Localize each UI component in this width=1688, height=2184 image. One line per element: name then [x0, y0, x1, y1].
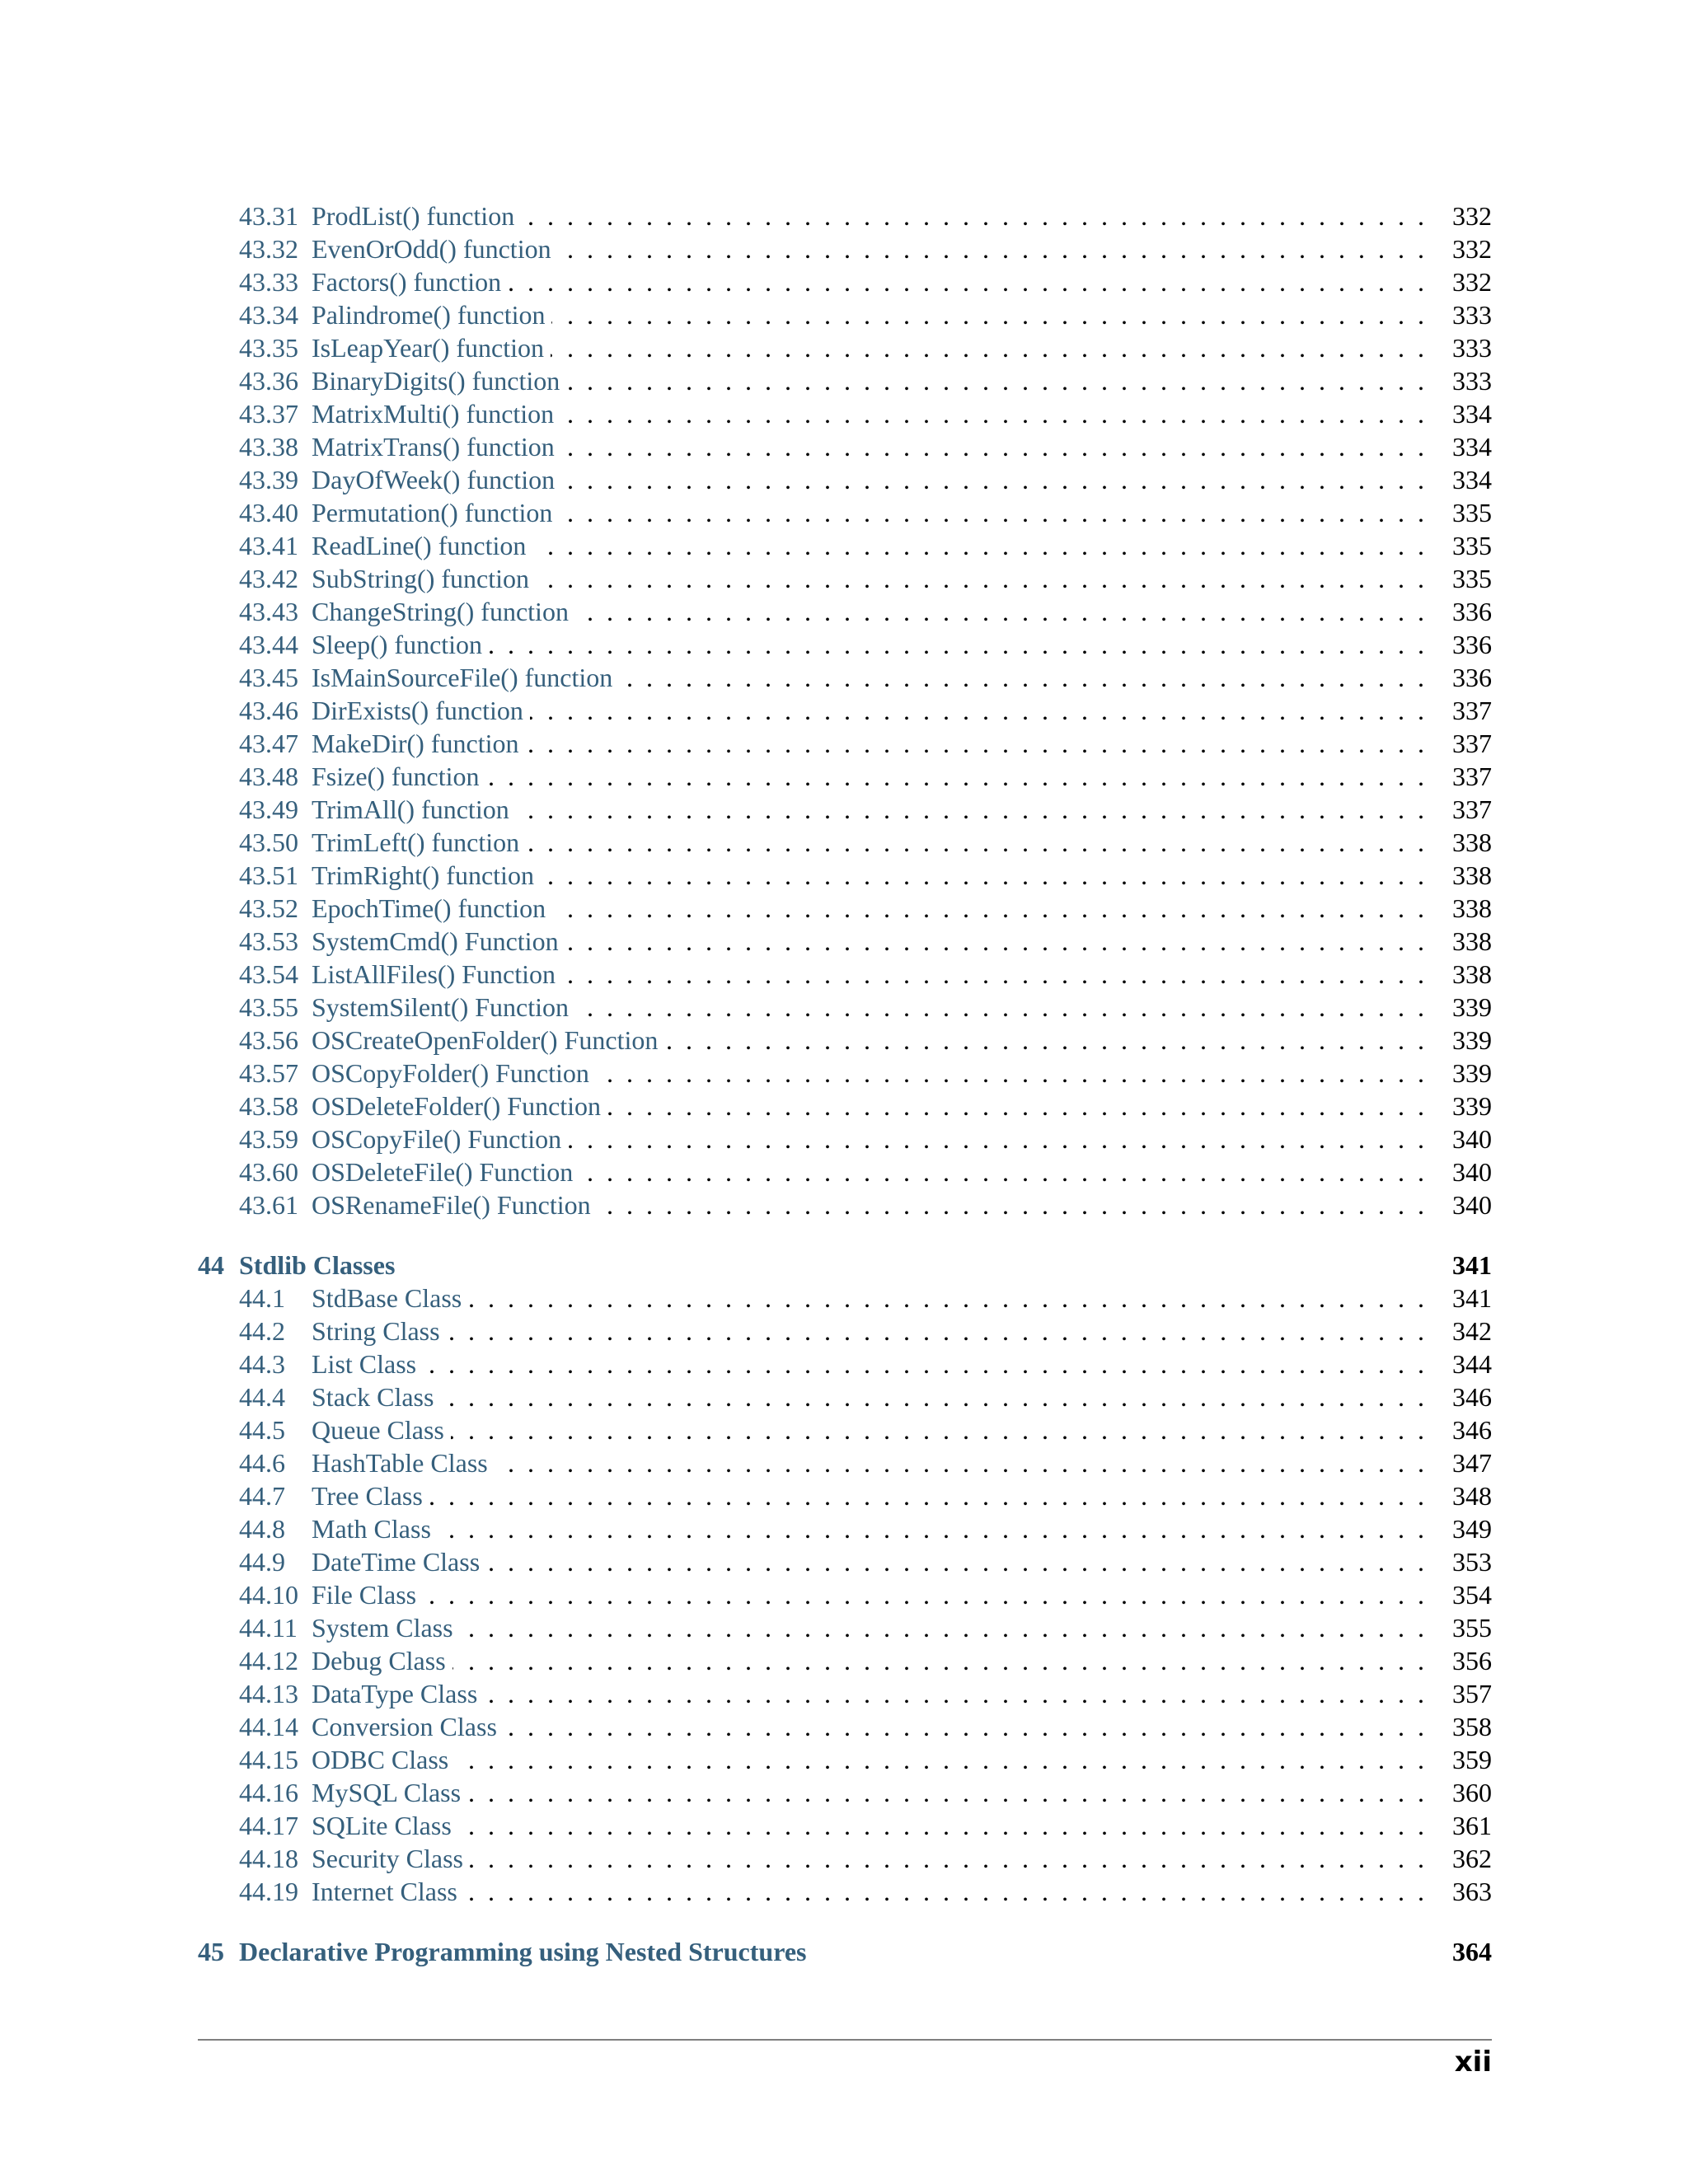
- dot-leader: [468, 1282, 1424, 1315]
- dot-leader: [423, 1347, 1424, 1380]
- entry-title: DataType Class: [312, 1679, 478, 1708]
- entry-title: EpochTime() function: [312, 893, 546, 923]
- entry-title: TrimRight() function: [312, 860, 534, 890]
- toc-entry[interactable]: [198, 1578, 1492, 1611]
- dot-leader: [561, 430, 1424, 463]
- toc-entry[interactable]: [198, 1611, 1492, 1644]
- dot-leader: [423, 1578, 1424, 1611]
- entry-page-number: 332: [1452, 234, 1492, 264]
- entry-number: 43.34: [239, 300, 298, 330]
- dot-leader: [458, 1809, 1424, 1842]
- entry-page-number: 360: [1452, 1778, 1492, 1807]
- entry-number: 43.57: [239, 1058, 298, 1088]
- dot-leader: [541, 859, 1424, 892]
- dot-leader: [467, 1776, 1424, 1809]
- toc-entry[interactable]: [198, 199, 1492, 232]
- entry-number: 44.9: [239, 1547, 285, 1577]
- entry-page-number: 336: [1452, 663, 1492, 692]
- entry-page-number: 337: [1452, 794, 1492, 824]
- dot-leader: [568, 1122, 1424, 1155]
- entry-title: DirExists() function: [312, 696, 523, 725]
- dot-leader: [551, 298, 1424, 331]
- entry-title: DayOfWeek() function: [312, 465, 556, 494]
- entry-number: 43.43: [239, 597, 298, 626]
- entry-page-number: 337: [1452, 729, 1492, 758]
- entry-page-number: 334: [1452, 432, 1492, 462]
- entry-title: Debug Class: [312, 1646, 446, 1675]
- entry-number: 44.8: [239, 1514, 285, 1544]
- entry-page-number: 346: [1452, 1415, 1492, 1445]
- entry-page-number: 334: [1452, 399, 1492, 429]
- entry-title: OSCopyFile() Function: [312, 1124, 562, 1154]
- chapter-page-number: 364: [1452, 1937, 1492, 1966]
- dot-leader: [532, 529, 1424, 562]
- section-list-43: [198, 199, 1492, 1221]
- dot-leader: [460, 1611, 1424, 1644]
- dot-leader: [598, 1188, 1424, 1221]
- entry-page-number: 354: [1452, 1580, 1492, 1610]
- entry-page-number: 338: [1452, 893, 1492, 923]
- entry-title: OSCreateOpenFolder() Function: [312, 1025, 659, 1055]
- entry-title: SystemSilent() Function: [312, 992, 569, 1022]
- entry-number: 43.48: [239, 762, 298, 791]
- toc-entry[interactable]: [198, 859, 1492, 892]
- entry-title: List Class: [312, 1349, 417, 1379]
- entry-title: ProdList() function: [312, 201, 515, 231]
- toc-entry[interactable]: [198, 1743, 1492, 1776]
- entry-title: OSCopyFolder() Function: [312, 1058, 589, 1088]
- page-folio: xii: [1454, 2046, 1492, 2079]
- entry-page-number: 339: [1452, 992, 1492, 1022]
- entry-page-number: 340: [1452, 1124, 1492, 1154]
- entry-title: IsMainSourceFile() function: [312, 663, 613, 692]
- entry-number: 44.10: [239, 1580, 298, 1610]
- toc-entry[interactable]: [198, 628, 1492, 661]
- entry-number: 44.17: [239, 1811, 298, 1840]
- dot-leader: [470, 1842, 1424, 1875]
- toc-entry[interactable]: [198, 463, 1492, 496]
- entry-number: 43.42: [239, 564, 298, 593]
- entry-number: 43.55: [239, 992, 298, 1022]
- entry-page-number: 349: [1452, 1514, 1492, 1544]
- entry-title: Tree Class: [312, 1481, 423, 1511]
- dot-leader: [455, 1743, 1424, 1776]
- dot-leader: [521, 199, 1424, 232]
- entry-number: 43.37: [239, 399, 298, 429]
- toc-entry[interactable]: [198, 529, 1492, 562]
- entry-number: 43.60: [239, 1157, 298, 1187]
- dot-leader: [579, 1155, 1424, 1188]
- toc-entry[interactable]: [198, 1512, 1492, 1545]
- entry-number: 43.44: [239, 630, 298, 659]
- entry-page-number: 347: [1452, 1448, 1492, 1478]
- entry-page-number: 340: [1452, 1190, 1492, 1220]
- dot-leader: [516, 793, 1424, 826]
- toc-entry[interactable]: [198, 1809, 1492, 1842]
- section-list-44: [198, 1282, 1492, 1908]
- toc-entry[interactable]: [198, 1710, 1492, 1743]
- entry-number: 43.54: [239, 959, 298, 989]
- dot-leader: [565, 925, 1424, 958]
- dot-leader: [508, 265, 1424, 298]
- entry-title: Math Class: [312, 1514, 431, 1544]
- toc-chapter-45[interactable]: [198, 1935, 1492, 1968]
- entry-page-number: 361: [1452, 1811, 1492, 1840]
- entry-number: 43.31: [239, 201, 298, 231]
- entry-title: BinaryDigits() function: [312, 366, 560, 396]
- toc-entry[interactable]: [198, 1315, 1492, 1347]
- entry-title: Sleep() function: [312, 630, 483, 659]
- toc-entry[interactable]: [198, 661, 1492, 694]
- entry-number: 43.32: [239, 234, 298, 264]
- dot-leader: [559, 496, 1424, 529]
- entry-number: 43.46: [239, 696, 298, 725]
- entry-number: 43.47: [239, 729, 298, 758]
- entry-title: Security Class: [312, 1844, 463, 1873]
- toc-entry[interactable]: [198, 958, 1492, 991]
- toc-entry[interactable]: [198, 826, 1492, 859]
- toc-entry[interactable]: [198, 694, 1492, 727]
- toc-entry[interactable]: [198, 1057, 1492, 1090]
- entry-title: SubString() function: [312, 564, 529, 593]
- dot-leader: [536, 562, 1424, 595]
- dot-leader: [440, 1380, 1424, 1413]
- entry-title: DateTime Class: [312, 1547, 481, 1577]
- entry-title: OSRenameFile() Function: [312, 1190, 591, 1220]
- entry-title: TrimAll() function: [312, 794, 509, 824]
- entry-title: SQLite Class: [312, 1811, 452, 1840]
- entry-page-number: 339: [1452, 1025, 1492, 1055]
- dot-leader: [447, 1315, 1424, 1347]
- entry-title: File Class: [312, 1580, 417, 1610]
- entry-page-number: 353: [1452, 1547, 1492, 1577]
- entry-title: Fsize() function: [312, 762, 480, 791]
- entry-page-number: 344: [1452, 1349, 1492, 1379]
- entry-number: 43.40: [239, 498, 298, 527]
- entry-page-number: 362: [1452, 1844, 1492, 1873]
- entry-title: SystemCmd() Function: [312, 926, 559, 956]
- toc-entry[interactable]: [198, 892, 1492, 925]
- entry-number: 43.58: [239, 1091, 298, 1121]
- entry-page-number: 338: [1452, 926, 1492, 956]
- entry-page-number: 336: [1452, 630, 1492, 659]
- entry-page-number: 335: [1452, 531, 1492, 560]
- chapter-title: Declarative Programming using Nested Structures: [239, 1937, 807, 1966]
- entry-number: 43.35: [239, 333, 298, 363]
- dot-leader: [495, 1446, 1424, 1479]
- toc-entry[interactable]: [198, 1677, 1492, 1710]
- dot-leader: [486, 760, 1425, 793]
- dot-leader: [558, 232, 1424, 265]
- entry-page-number: 334: [1452, 465, 1492, 494]
- entry-number: 44.15: [239, 1745, 298, 1774]
- dot-leader: [438, 1512, 1424, 1545]
- toc-entry[interactable]: [198, 496, 1492, 529]
- entry-number: 43.45: [239, 663, 298, 692]
- dot-leader: [561, 463, 1424, 496]
- entry-title: StdBase Class: [312, 1283, 462, 1313]
- dot-leader: [575, 595, 1424, 628]
- entry-page-number: 332: [1452, 267, 1492, 297]
- dot-leader: [429, 1479, 1424, 1512]
- dot-leader: [562, 958, 1424, 991]
- entry-number: 43.53: [239, 926, 298, 956]
- entry-page-number: 336: [1452, 597, 1492, 626]
- toc-entry[interactable]: [198, 298, 1492, 331]
- toc-entry[interactable]: [198, 1545, 1492, 1578]
- dot-leader: [530, 694, 1424, 727]
- entry-number: 44.3: [239, 1349, 285, 1379]
- toc-entry[interactable]: [198, 1644, 1492, 1677]
- dot-leader: [560, 397, 1424, 430]
- entry-title: String Class: [312, 1316, 440, 1346]
- dot-leader: [526, 826, 1424, 859]
- dot-leader: [619, 661, 1424, 694]
- toc-entry[interactable]: [198, 1188, 1492, 1221]
- entry-number: 44.4: [239, 1382, 285, 1412]
- entry-number: 44.1: [239, 1283, 285, 1313]
- entry-page-number: 337: [1452, 696, 1492, 725]
- entry-number: 44.14: [239, 1712, 298, 1741]
- toc-entry[interactable]: [198, 595, 1492, 628]
- entry-page-number: 333: [1452, 366, 1492, 396]
- entry-number: 43.51: [239, 860, 298, 890]
- entry-number: 44.13: [239, 1679, 298, 1708]
- entry-page-number: 346: [1452, 1382, 1492, 1412]
- entry-title: System Class: [312, 1613, 453, 1643]
- dot-leader: [484, 1677, 1424, 1710]
- toc-entry[interactable]: [198, 1380, 1492, 1413]
- entry-title: ODBC Class: [312, 1745, 449, 1774]
- toc-entry[interactable]: [198, 397, 1492, 430]
- chapter-page-number: 341: [1452, 1250, 1492, 1280]
- entry-title: Palindrome() function: [312, 300, 546, 330]
- entry-number: 44.19: [239, 1877, 298, 1906]
- toc-entry[interactable]: [198, 430, 1492, 463]
- dot-leader: [596, 1057, 1424, 1090]
- dot-leader: [489, 628, 1424, 661]
- entry-number: 43.56: [239, 1025, 298, 1055]
- dot-leader: [451, 1413, 1424, 1446]
- entry-title: MatrixTrans() function: [312, 432, 555, 462]
- entry-number: 43.33: [239, 267, 298, 297]
- toc-entry[interactable]: [198, 331, 1492, 364]
- toc-entry[interactable]: [198, 727, 1492, 760]
- toc-entry[interactable]: [198, 1282, 1492, 1315]
- toc-entry[interactable]: [198, 265, 1492, 298]
- entry-page-number: 338: [1452, 860, 1492, 890]
- toc-entry[interactable]: [198, 1122, 1492, 1155]
- dot-leader: [525, 727, 1424, 760]
- entry-title: ListAllFiles() Function: [312, 959, 556, 989]
- entry-number: 44.6: [239, 1448, 285, 1478]
- entry-page-number: 333: [1452, 333, 1492, 363]
- entry-title: Factors() function: [312, 267, 502, 297]
- toc-entry[interactable]: [198, 364, 1492, 397]
- toc-entry[interactable]: [198, 925, 1492, 958]
- entry-page-number: 357: [1452, 1679, 1492, 1708]
- entry-page-number: 338: [1452, 827, 1492, 857]
- entry-page-number: 348: [1452, 1481, 1492, 1511]
- entry-number: 44.16: [239, 1778, 298, 1807]
- dot-leader: [464, 1875, 1424, 1908]
- entry-page-number: 332: [1452, 201, 1492, 231]
- table-of-contents: [198, 199, 1492, 1968]
- dot-leader: [664, 1024, 1424, 1057]
- dot-leader: [486, 1545, 1424, 1578]
- chapter-number: 45: [198, 1937, 224, 1966]
- toc-entry[interactable]: [198, 793, 1492, 826]
- entry-title: TrimLeft() function: [312, 827, 520, 857]
- entry-page-number: 355: [1452, 1613, 1492, 1643]
- toc-entry[interactable]: [198, 991, 1492, 1024]
- entry-number: 44.11: [239, 1613, 298, 1643]
- entry-number: 43.52: [239, 893, 298, 923]
- toc-entry[interactable]: [198, 1413, 1492, 1446]
- entry-page-number: 358: [1452, 1712, 1492, 1741]
- chapter-title: Stdlib Classes: [239, 1250, 396, 1280]
- entry-title: IsLeapYear() function: [312, 333, 544, 363]
- entry-number: 43.41: [239, 531, 298, 560]
- entry-title: EvenOrOdd() function: [312, 234, 551, 264]
- entry-title: MySQL Class: [312, 1778, 462, 1807]
- toc-entry[interactable]: [198, 760, 1492, 793]
- entry-number: 44.5: [239, 1415, 285, 1445]
- entry-title: Queue Class: [312, 1415, 444, 1445]
- entry-title: OSDeleteFolder() Function: [312, 1091, 602, 1121]
- entry-title: MatrixMulti() function: [312, 399, 555, 429]
- entry-title: Internet Class: [312, 1877, 457, 1906]
- footer-rule: [198, 2039, 1492, 2041]
- entry-page-number: 338: [1452, 959, 1492, 989]
- toc-entry[interactable]: [198, 1446, 1492, 1479]
- entry-number: 43.49: [239, 794, 298, 824]
- dot-leader: [504, 1710, 1424, 1743]
- dot-leader: [551, 331, 1424, 364]
- entry-title: ChangeString() function: [312, 597, 569, 626]
- entry-number: 43.36: [239, 366, 298, 396]
- toc-entry[interactable]: [198, 1479, 1492, 1512]
- entry-page-number: 356: [1452, 1646, 1492, 1675]
- entry-page-number: 335: [1452, 498, 1492, 527]
- toc-entry[interactable]: [198, 1155, 1492, 1188]
- toc-entry[interactable]: [198, 1347, 1492, 1380]
- entry-page-number: 340: [1452, 1157, 1492, 1187]
- dot-leader: [552, 892, 1424, 925]
- entry-title: MakeDir() function: [312, 729, 519, 758]
- toc-entry[interactable]: [198, 1776, 1492, 1809]
- toc-entry[interactable]: [198, 562, 1492, 595]
- entry-title: Permutation() function: [312, 498, 553, 527]
- dot-leader: [566, 364, 1424, 397]
- entry-title: Stack Class: [312, 1382, 434, 1412]
- toc-entry[interactable]: [198, 232, 1492, 265]
- entry-number: 43.59: [239, 1124, 298, 1154]
- entry-title: HashTable Class: [312, 1448, 488, 1478]
- chapter-number: 44: [198, 1250, 224, 1280]
- entry-number: 43.39: [239, 465, 298, 494]
- entry-number: 43.61: [239, 1190, 298, 1220]
- toc-chapter-44[interactable]: [198, 1249, 1492, 1282]
- entry-page-number: 333: [1452, 300, 1492, 330]
- entry-page-number: 339: [1452, 1091, 1492, 1121]
- dot-leader: [452, 1644, 1424, 1677]
- toc-entry[interactable]: [198, 1875, 1492, 1908]
- toc-entry[interactable]: [198, 1024, 1492, 1057]
- entry-number: 44.12: [239, 1646, 298, 1675]
- entry-title: ReadLine() function: [312, 531, 527, 560]
- entry-page-number: 341: [1452, 1283, 1492, 1313]
- entry-page-number: 363: [1452, 1877, 1492, 1906]
- entry-number: 43.50: [239, 827, 298, 857]
- entry-page-number: 335: [1452, 564, 1492, 593]
- dot-leader: [575, 991, 1424, 1024]
- entry-title: Conversion Class: [312, 1712, 497, 1741]
- entry-page-number: 359: [1452, 1745, 1492, 1774]
- entry-number: 44.2: [239, 1316, 285, 1346]
- entry-page-number: 339: [1452, 1058, 1492, 1088]
- entry-number: 44.18: [239, 1844, 298, 1873]
- entry-number: 43.38: [239, 432, 298, 462]
- entry-title: OSDeleteFile() Function: [312, 1157, 574, 1187]
- toc-entry[interactable]: [198, 1842, 1492, 1875]
- dot-leader: [607, 1090, 1424, 1122]
- toc-entry[interactable]: [198, 1090, 1492, 1122]
- entry-page-number: 337: [1452, 762, 1492, 791]
- entry-page-number: 342: [1452, 1316, 1492, 1346]
- entry-number: 44.7: [239, 1481, 285, 1511]
